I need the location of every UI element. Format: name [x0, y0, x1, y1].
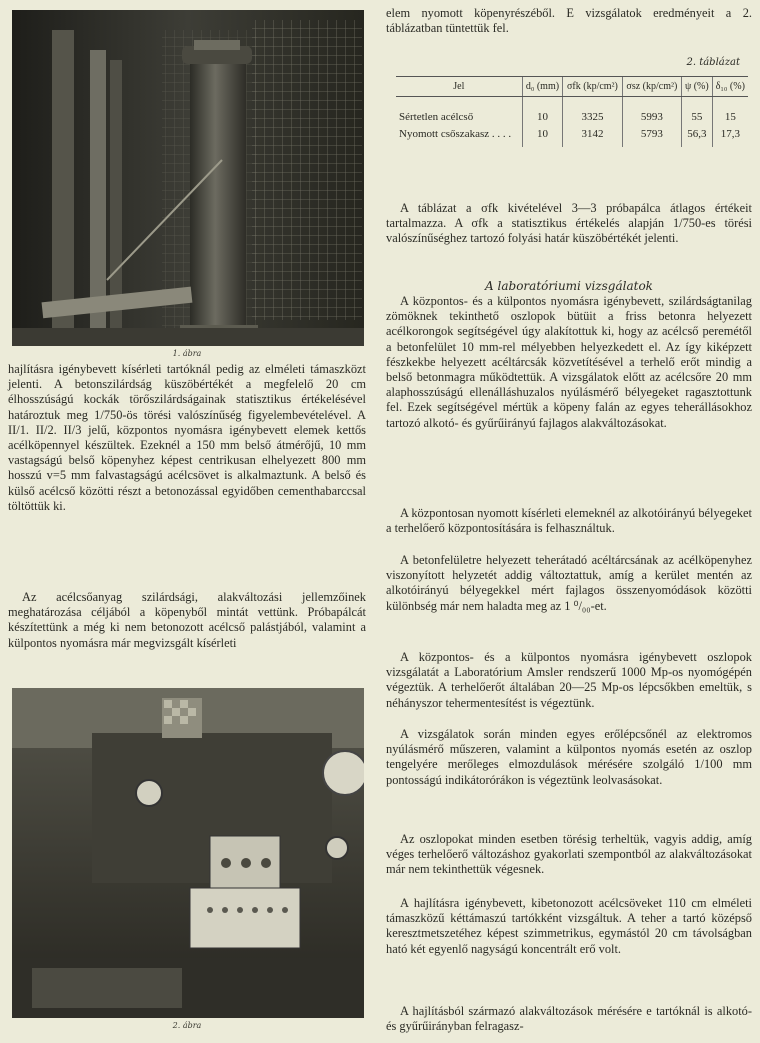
figure-2-image	[12, 688, 364, 1018]
figure-1-caption: 1. ábra	[172, 349, 202, 358]
table-note: A táblázat a σfk kivételével 3—3 próbapálca átlagos értékeit tartalmazza. A σfk a statisztikus értékelés alapján 1/750-es törési valószínűséghez tartozó folyási határ küszöbértékét jelenti.	[386, 201, 752, 246]
table-row	[396, 126, 748, 147]
table-header-cell: d₀ (mm)	[522, 77, 563, 97]
section-paragraph-6: Az oszlopokat minden esetben törésig terheltük, vagyis addig, amíg véges terhelőerő változáshoz gyakorlati szempontból az alakváltozásokat már nem tekinthettük végesnek.	[386, 832, 752, 877]
right-top-text: elem nyomott köpenyrészéből. E vizsgálatok eredményeit a 2. táblázatban tüntettük fel.	[386, 6, 752, 36]
section-title: A laboratóriumi vizsgálatok	[485, 279, 653, 293]
table-cell: 3325	[563, 97, 622, 127]
section-paragraph-3: A betonfelületre helyezett teherátadó acéltárcsának az acélköpenyhez viszonyított helyzetét addig változtattuk, amíg a kerület mentén az alkotóirányú bélyegekkel mért fajlagos összenyomódások közötti különbség már nem haladta meg az 1 ⁰/₀₀-et.	[386, 553, 752, 613]
figure-2-caption: 2. ábra	[172, 1021, 202, 1030]
table-header-cell: δ₁₀ (%)	[712, 77, 748, 97]
results-table	[396, 76, 748, 147]
table-header-cell: ψ (%)	[682, 77, 713, 97]
table-row	[396, 97, 748, 127]
figure-1-photo	[12, 10, 364, 346]
table-cell: 55	[682, 97, 713, 127]
left-paragraph-1: hajlításra igénybevett kísérleti tartóknál pedig az elméleti támaszközt jelenti. A betonszilárdság küszöbértékét a megfelelő 20 cm élhosszúságú kockák törőszilárdságainak statisztikus értékelésével határoztuk meg 1/750-ös törési valószínűség figyelembevételével. A II/1. II/2. II/3 jelű, központos nyomásra igénybevett elemek kettős acélköpennyel készültek. Ezeknél a 150 mm belső átmérőjű, 10 mm vastagságú belső köpenyhez képest centrikusan elhelyezett 800 mm hosszú v=5 mm falvastagságú acélcsövet is alkalmaztunk. A belső és külső acélcső közötti részt a betonozással egyidőben cementhabarccsal töltöttük ki.	[8, 362, 366, 513]
table-cell: 15	[712, 97, 748, 127]
table-cell: Sértetlen acélcső	[399, 111, 474, 123]
table-cell: 10	[522, 126, 563, 147]
table-cell: 5993	[622, 97, 681, 127]
table-header-cell: σfk (kp/cm²)	[563, 77, 622, 97]
table-header-cell: σsz (kp/cm²)	[622, 77, 681, 97]
table-header-row	[396, 77, 748, 97]
section-paragraph-4: A központos- és a külpontos nyomásra igénybevett oszlopok vizsgálatát a Laboratórium Amsler rendszerű 1000 Mp-os nyomógépén végeztük. A terhelőerőt általában 20—25 Mp-os lépcsőkben emeltük, s néhányszor tehermentesítést is végeztünk.	[386, 650, 752, 710]
table-cell: 5793	[622, 126, 681, 147]
section-paragraph-1: A központos- és a külpontos nyomásra igénybevett, szilárdságtanilag zömöknek tekinthető oszlopok bütüit a friss betonra helyezett acélkorongok segítségével úgy alakítottuk ki, hogy az acélcső peremétől a betonfelület 10 mm-rel mélyebben helyezkedett el. Az így kiképzett fészkekbe helyezett acéltárcsák közvetítésével a terhelő erőt mindig a belső betonmagra működtettük. A vizsgálatok előtt az acélcsőre 20 mm alaphosszúságú ellenálláshuzalos nyúlásmérő bélyegeket ragasztottunk fel. Ezek segítségével mértük a köpeny falán az egyes teherállásokhoz tartozó alkotó- és gyűrűirányú fajlagos alakváltozásokat.	[386, 294, 752, 430]
figure-2-photo	[12, 688, 364, 1018]
table-title: 2. táblázat	[686, 57, 740, 68]
table-cell: 10	[522, 97, 563, 127]
table-header-cell: Jel	[396, 77, 522, 97]
table-cell: 3142	[563, 126, 622, 147]
table-cell: Nyomott csőszakasz . . . .	[399, 128, 512, 140]
figure-1-image	[12, 10, 364, 346]
left-paragraph-2: Az acélcsőanyag szilárdsági, alakváltozási jellemzőinek meghatározása céljából a köpenyből mintát vettünk. Próbapálcát készítettünk a még ki nem betonozott acélcső palástjából, valamint a külpontos nyomásra már megvizsgált kísérleti	[8, 590, 366, 650]
table-cell: 56,3	[682, 126, 713, 147]
section-paragraph-8: A hajlításból származó alakváltozások mérésére e tartóknál is alkotó- és gyűrűirányban felragasz-	[386, 1004, 752, 1034]
section-paragraph-2: A központosan nyomott kísérleti elemeknél az alkotóirányú bélyegeket a terhelőerő központosítására is felhasználtuk.	[386, 506, 752, 536]
section-paragraph-5: A vizsgálatok során minden egyes erőlépcsőnél az elektromos nyúlásmérő műszeren, valamint a külpontos nyomás esetén az oszlop tengelyére merőleges elmozdulások mérésére szolgáló 1/100 mm pontosságú indikátorórákon is végeztünk leolvasásokat.	[386, 727, 752, 787]
section-paragraph-7: A hajlításra igénybevett, kibetonozott acélcsöveket 110 cm elméleti támaszközű kéttámaszú tartókként vizsgáltuk. A teher a tartó középső keresztmetszetéhez képest szimmetrikus, egymástól 20 cm távolságban ható két egyenlő nagyságú koncentrált erő volt.	[386, 896, 752, 956]
table-cell: 17,3	[712, 126, 748, 147]
